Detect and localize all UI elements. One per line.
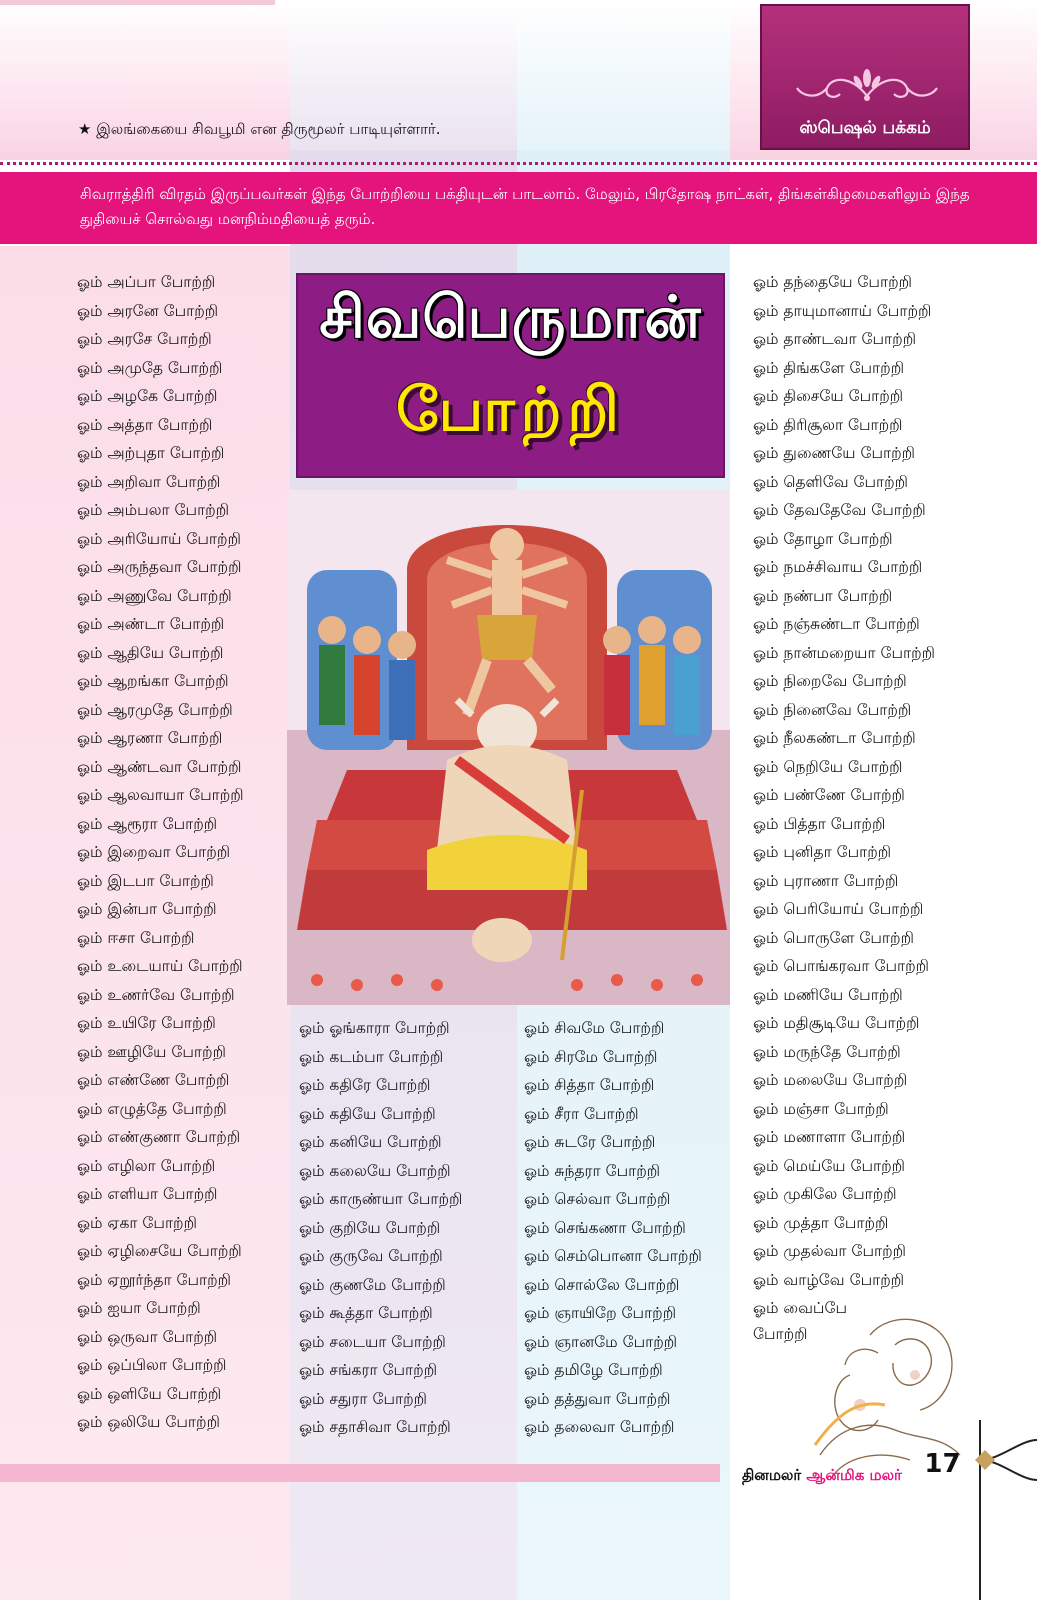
potri-line: ஓம் அரனே போற்றி <box>77 301 219 320</box>
potri-line: ஓம் மணாளா போற்றி <box>753 1128 906 1146</box>
potri-line: ஓம் பொங்கரவா போற்றி <box>753 957 929 975</box>
title-line-2: போற்றி <box>395 375 626 445</box>
brand-part-1: தினமலர் <box>742 1466 802 1484</box>
potri-line: ஓம் பண்ணே போற்றி <box>753 786 905 804</box>
potri-line: ஓம் ஐயா போற்றி <box>77 1299 201 1317</box>
potri-line: ஓம் ஆரூரா போற்றி <box>77 814 218 833</box>
header-note: ★ இலங்கையை சிவபூமி என திருமூலர் பாடியுள்ளார். <box>78 120 441 138</box>
potri-line: ஓம் குறியே போற்றி <box>299 1218 441 1237</box>
potri-line: ஓம் அண்டா போற்றி <box>77 615 225 633</box>
potri-line: ஓம் தேவதேவே போற்றி <box>753 501 926 519</box>
potri-line: ஓம் அத்தா போற்றி <box>77 415 213 434</box>
potri-line: ஓம் ஊழியே போற்றி <box>77 1042 226 1061</box>
potri-line: ஓம் உணர்வே போற்றி <box>77 985 235 1004</box>
potri-line: ஓம் நமச்சிவாய போற்றி <box>753 558 923 576</box>
potri-line: ஓம் ஏறூர்ந்தா போற்றி <box>77 1270 232 1289</box>
potri-line: ஓம் திங்களே போற்றி <box>753 358 905 377</box>
potri-line: ஓம் ஏழிசையே போற்றி <box>77 1242 242 1260</box>
potri-line: ஓம் எழுத்தே போற்றி <box>77 1099 227 1118</box>
potri-line: ஓம் மணியே போற்றி <box>753 985 903 1004</box>
potri-line: ஓம் நண்பா போற்றி <box>753 586 893 605</box>
potri-line: ஓம் அற்புதா போற்றி <box>77 444 225 462</box>
potri-line: ஓம் வாழ்வே போற்றி <box>753 1270 905 1289</box>
potri-line: ஓம் தெளிவே போற்றி <box>753 472 908 491</box>
potri-line: ஓம் சதுரா போற்றி <box>299 1389 427 1408</box>
potri-line: ஓம் குருவே போற்றி <box>299 1247 443 1265</box>
dotted-divider <box>0 162 1037 165</box>
top-rule <box>0 0 275 5</box>
potri-line: ஓம் திசையே போற்றி <box>753 387 904 405</box>
bottom-bar <box>0 1464 720 1482</box>
potri-line: ஓம் நஞ்சுண்டா போற்றி <box>753 615 920 633</box>
potri-line: ஓம் தாண்டவா போற்றி <box>753 330 917 348</box>
potri-line: ஓம் இறைவா போற்றி <box>77 843 231 861</box>
potri-line: ஓம் கலையே போற்றி <box>299 1161 451 1180</box>
potri-line: ஓம் அருந்தவா போற்றி <box>77 558 242 576</box>
potri-line: ஓம் சதாசிவா போற்றி <box>299 1418 451 1436</box>
potri-line: ஓம் நெறியே போற்றி <box>753 757 903 776</box>
potri-line: ஓம் ஒலியே போற்றி <box>77 1413 220 1431</box>
potri-line: ஓம் ஆலவாயா போற்றி <box>77 786 244 804</box>
potri-line: ஓம் கடம்பா போற்றி <box>299 1047 444 1066</box>
page-number: 17 <box>924 1449 961 1479</box>
intro-banner <box>0 172 1037 244</box>
potri-line: ஓம் சித்தா போற்றி <box>524 1076 655 1094</box>
potri-line: ஓம் நீலகண்டா போற்றி <box>753 729 916 747</box>
potri-line: ஓம் எண்குணா போற்றி <box>77 1128 241 1146</box>
potri-line: ஓம் புனிதா போற்றி <box>753 843 892 861</box>
section-badge <box>760 4 970 150</box>
potri-line: ஓம் காருண்யா போற்றி <box>299 1190 463 1208</box>
potri-line: ஓம் சீரா போற்றி <box>524 1104 639 1123</box>
potri-line: ஓம் நிறைவே போற்றி <box>753 672 907 690</box>
potri-line: ஓம் அணுவே போற்றி <box>77 586 232 605</box>
potri-line: ஓம் அப்பா போற்றி <box>77 273 216 291</box>
potri-line: ஓம் வைப்பே <box>753 1299 847 1317</box>
potri-line: ஓம் அறிவா போற்றி <box>77 472 221 491</box>
potri-line: ஓம் தத்துவா போற்றி <box>524 1389 671 1408</box>
potri-line: ஓம் ஆறங்கா போற்றி <box>77 672 229 690</box>
potri-line: ஓம் ஈசா போற்றி <box>77 928 195 947</box>
potri-line: ஓம் நினைவே போற்றி <box>753 700 912 719</box>
intro-text: சிவராத்திரி விரதம் இருப்பவர்கள் இந்த போற்றியை பக்தியுடன் பாடலாம். மேலும், பிரதோஷ நாட்கள், திங்கள்கிழமைகளிலும் இந்த துதியைச் சொல்வது மனநிம்மதியைத் தரும். <box>80 185 970 228</box>
potri-line: ஓம் புராணா போற்றி <box>753 871 899 890</box>
potri-line: ஓம் தோழா போற்றி <box>753 529 893 548</box>
potri-column-1 <box>77 268 244 1437</box>
potri-line: ஓம் ஒப்பிலா போற்றி <box>77 1356 227 1374</box>
potri-line: ஓம் ஆதியே போற்றி <box>77 643 224 662</box>
potri-line: ஓம் செங்கணா போற்றி <box>524 1218 686 1237</box>
potri-line: ஓம் ஆரமுதே போற்றி <box>77 700 233 719</box>
potri-line: ஓம் எளியா போற்றி <box>77 1185 218 1203</box>
potri-line: ஓம் செம்பொனா போற்றி <box>524 1247 702 1265</box>
potri-line: ஓம் முகிலே போற்றி <box>753 1185 897 1203</box>
potri-line: ஓம் மருந்தே போற்றி <box>753 1042 901 1061</box>
potri-line: ஓம் சிரமே போற்றி <box>524 1047 658 1066</box>
brand-part-2: ஆன்மிக மலர் <box>801 1466 902 1484</box>
potri-line: ஓம் அம்பலா போற்றி <box>77 501 230 519</box>
potri-line: ஓம் முதல்வா போற்றி <box>753 1242 906 1260</box>
potri-line: ஓம் திரிசூலா போற்றி <box>753 415 903 434</box>
corner-ornament-icon <box>970 1420 1037 1600</box>
potri-line: ஓம் எழிலா போற்றி <box>77 1156 216 1175</box>
footer-brand <box>742 1466 902 1486</box>
potri-line: ஓம் முத்தா போற்றி <box>753 1213 889 1232</box>
potri-line: ஓம் அரியோய் போற்றி <box>77 529 241 548</box>
potri-column-3 <box>524 1014 702 1442</box>
potri-line: ஓம் ஒருவா போற்றி <box>77 1327 218 1346</box>
potri-line: ஓம் கதியே போற்றி <box>299 1104 436 1123</box>
potri-line: ஓம் சடையா போற்றி <box>299 1332 446 1351</box>
potri-line: ஓம் அமுதே போற்றி <box>77 358 223 377</box>
potri-line: ஓம் ஒளியே போற்றி <box>77 1384 222 1403</box>
header-fade-3 <box>517 0 730 160</box>
deity-illustration-icon <box>287 490 730 1005</box>
potri-line: ஓம் கூத்தா போற்றி <box>299 1304 433 1322</box>
potri-line: ஓம் சங்கரா போற்றி <box>299 1361 438 1379</box>
potri-line: ஓம் மெய்யே போற்றி <box>753 1156 905 1175</box>
potri-line: ஓம் சிவமே போற்றி <box>524 1019 665 1037</box>
potri-line: ஓம் ஏகா போற்றி <box>77 1213 197 1232</box>
potri-line: ஓம் பித்தா போற்றி <box>753 814 886 833</box>
title-box <box>296 273 725 478</box>
potri-line: ஓம் ஓங்காரா போற்றி <box>299 1019 450 1037</box>
potri-line: ஓம் தாயுமானாய் போற்றி <box>753 301 932 320</box>
potri-line: ஓம் நான்மறையா போற்றி <box>753 643 936 662</box>
potri-line: ஓம் சொல்லே போற்றி <box>524 1275 680 1294</box>
potri-line: ஓம் எண்ணே போற்றி <box>77 1071 230 1089</box>
potri-line: ஓம் சுடரே போற்றி <box>524 1133 656 1151</box>
potri-line: ஓம் ஆண்டவா போற்றி <box>77 757 242 776</box>
potri-line: ஓம் கனியே போற்றி <box>299 1133 442 1151</box>
potri-column-2 <box>299 1014 462 1442</box>
ornament-flourish-icon <box>792 66 942 106</box>
potri-line: ஓம் தந்தையே போற்றி <box>753 273 912 291</box>
potri-line: ஓம் துணையே போற்றி <box>753 444 915 462</box>
potri-line: ஓம் அரசே போற்றி <box>77 330 212 348</box>
potri-line: ஓம் கதிரே போற்றி <box>299 1076 431 1094</box>
potri-line: ஓம் ஞாயிறே போற்றி <box>524 1304 677 1322</box>
potri-line: ஓம் குணமே போற்றி <box>299 1275 446 1294</box>
potri-line: ஓம் உடையாய் போற்றி <box>77 957 243 975</box>
potri-line: ஓம் மலையே போற்றி <box>753 1071 908 1089</box>
potri-line: ஓம் மஞ்சா போற்றி <box>753 1099 889 1118</box>
potri-line: ஓம் பெரியோய் போற்றி <box>753 900 924 918</box>
badge-label: ஸ்பெஷல் பக்கம் <box>799 118 931 138</box>
potri-line: ஓம் இன்பா போற்றி <box>77 900 217 918</box>
potri-line: ஓம் அழகே போற்றி <box>77 387 218 405</box>
potri-line: ஓம் பொருளே போற்றி <box>753 928 914 947</box>
potri-line: ஓம் தமிழே போற்றி <box>524 1361 663 1379</box>
potri-line: ஓம் இடபா போற்றி <box>77 871 214 890</box>
column-4-tail: போற்றி <box>753 1325 808 1343</box>
potri-line: ஓம் ஞானமே போற்றி <box>524 1332 678 1351</box>
potri-line: ஓம் உயிரே போற்றி <box>77 1014 216 1032</box>
potri-line: ஓம் சுந்தரா போற்றி <box>524 1161 661 1180</box>
potri-line: ஓம் செல்வா போற்றி <box>524 1190 671 1208</box>
potri-line: ஓம் ஆரணா போற்றி <box>77 729 223 747</box>
potri-line: ஓம் மதிசூடியே போற்றி <box>753 1014 920 1032</box>
potri-line: ஓம் தலைவா போற்றி <box>524 1418 675 1436</box>
potri-column-4 <box>753 268 935 1323</box>
title-line-1: சிவபெருமான் <box>319 283 702 351</box>
